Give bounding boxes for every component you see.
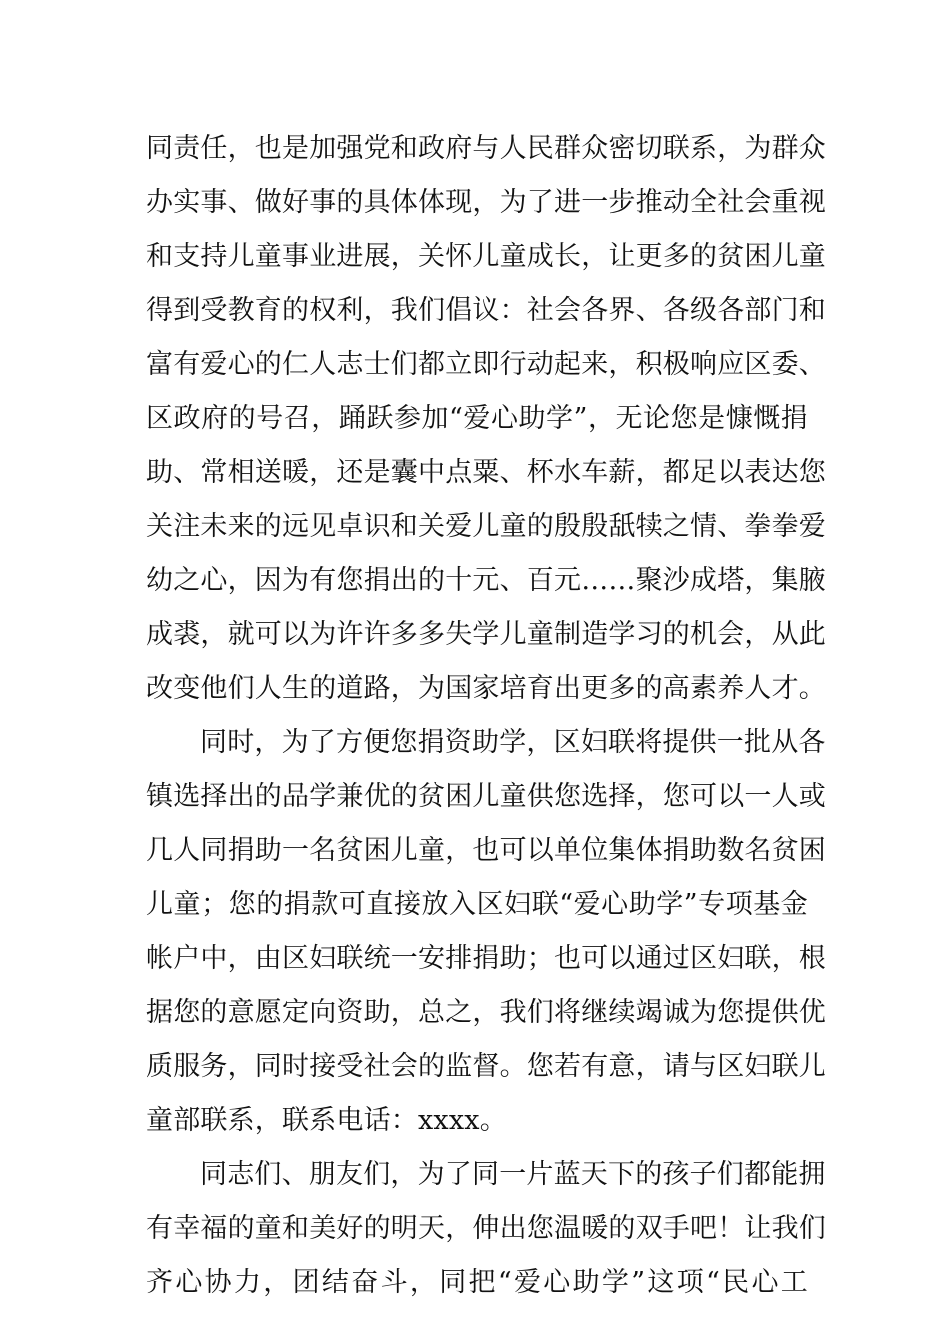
paragraph-1-line-6: 区政府的号召，踊跃参加“爱心助学”，无论您是慷慨捐 <box>146 403 808 434</box>
paragraph-1-line-5: 富有爱心的仁人志士们都立即行动起来，积极响应区委、 <box>146 349 826 380</box>
paragraph-1-line-7: 助、常相送暖，还是囊中点粟、杯水车薪，都足以表达您 <box>146 457 826 488</box>
paragraph-2-line-8: 童部联系，联系电话：xxxx。 <box>146 1105 507 1136</box>
paragraph-2-line-4: 儿童；您的捐款可直接放入区妇联“爱心助学”专项基金 <box>146 889 808 920</box>
paragraph-2-line-1: 同时，为了方便您捐资助学，区妇联将提供一批从各 <box>200 727 826 758</box>
paragraph-1-line-3: 和支持儿童事业进展，关怀儿童成长，让更多的贫困儿童 <box>146 241 826 272</box>
paragraph-1-line-11: 改变他们人生的道路，为国家培育出更多的高素养人才。 <box>146 673 826 704</box>
paragraph-2-line-7: 质服务，同时接受社会的监督。您若有意，请与区妇联儿 <box>146 1051 826 1082</box>
paragraph-3-line-2: 有幸福的童和美好的明天，伸出您温暖的双手吧！让我们 <box>146 1213 826 1244</box>
paragraph-1-line-10: 成裘，就可以为许许多多失学儿童制造学习的机会，从此 <box>146 619 826 650</box>
paragraph-1-line-2: 办实事、做好事的具体体现，为了进一步推动全社会重视 <box>146 187 826 218</box>
paragraph-1-line-9: 幼之心，因为有您捐出的十元、百元……聚沙成塔，集腋 <box>146 565 826 596</box>
body-text <box>146 122 826 1310</box>
paragraph-1-line-8: 关注未来的远见卓识和关爱儿童的殷殷舐犊之情、拳拳爱 <box>146 511 826 542</box>
paragraph-2-line-5: 帐户中，由区妇联统一安排捐助；也可以通过区妇联，根 <box>146 943 826 974</box>
paragraph-3-line-1: 同志们、朋友们，为了同一片蓝天下的孩子们都能拥 <box>200 1159 826 1190</box>
paragraph-1-line-4: 得到受教育的权利，我们倡议：社会各界、各级各部门和 <box>146 295 826 326</box>
paragraph-2-line-6: 据您的意愿定向资助，总之，我们将继续竭诚为您提供优 <box>146 997 826 1028</box>
paragraph-2-line-2: 镇选择出的品学兼优的贫困儿童供您选择，您可以一人或 <box>146 781 826 812</box>
paragraph-1-line-1: 同责任，也是加强党和政府与人民群众密切联系，为群众 <box>146 133 826 164</box>
paragraph-3-line-3: 齐心协力，团结奋斗，同把“爱心助学”这项“民心工 <box>146 1267 808 1298</box>
paragraph-2-line-3: 几人同捐助一名贫困儿童，也可以单位集体捐助数名贫困 <box>146 835 826 866</box>
